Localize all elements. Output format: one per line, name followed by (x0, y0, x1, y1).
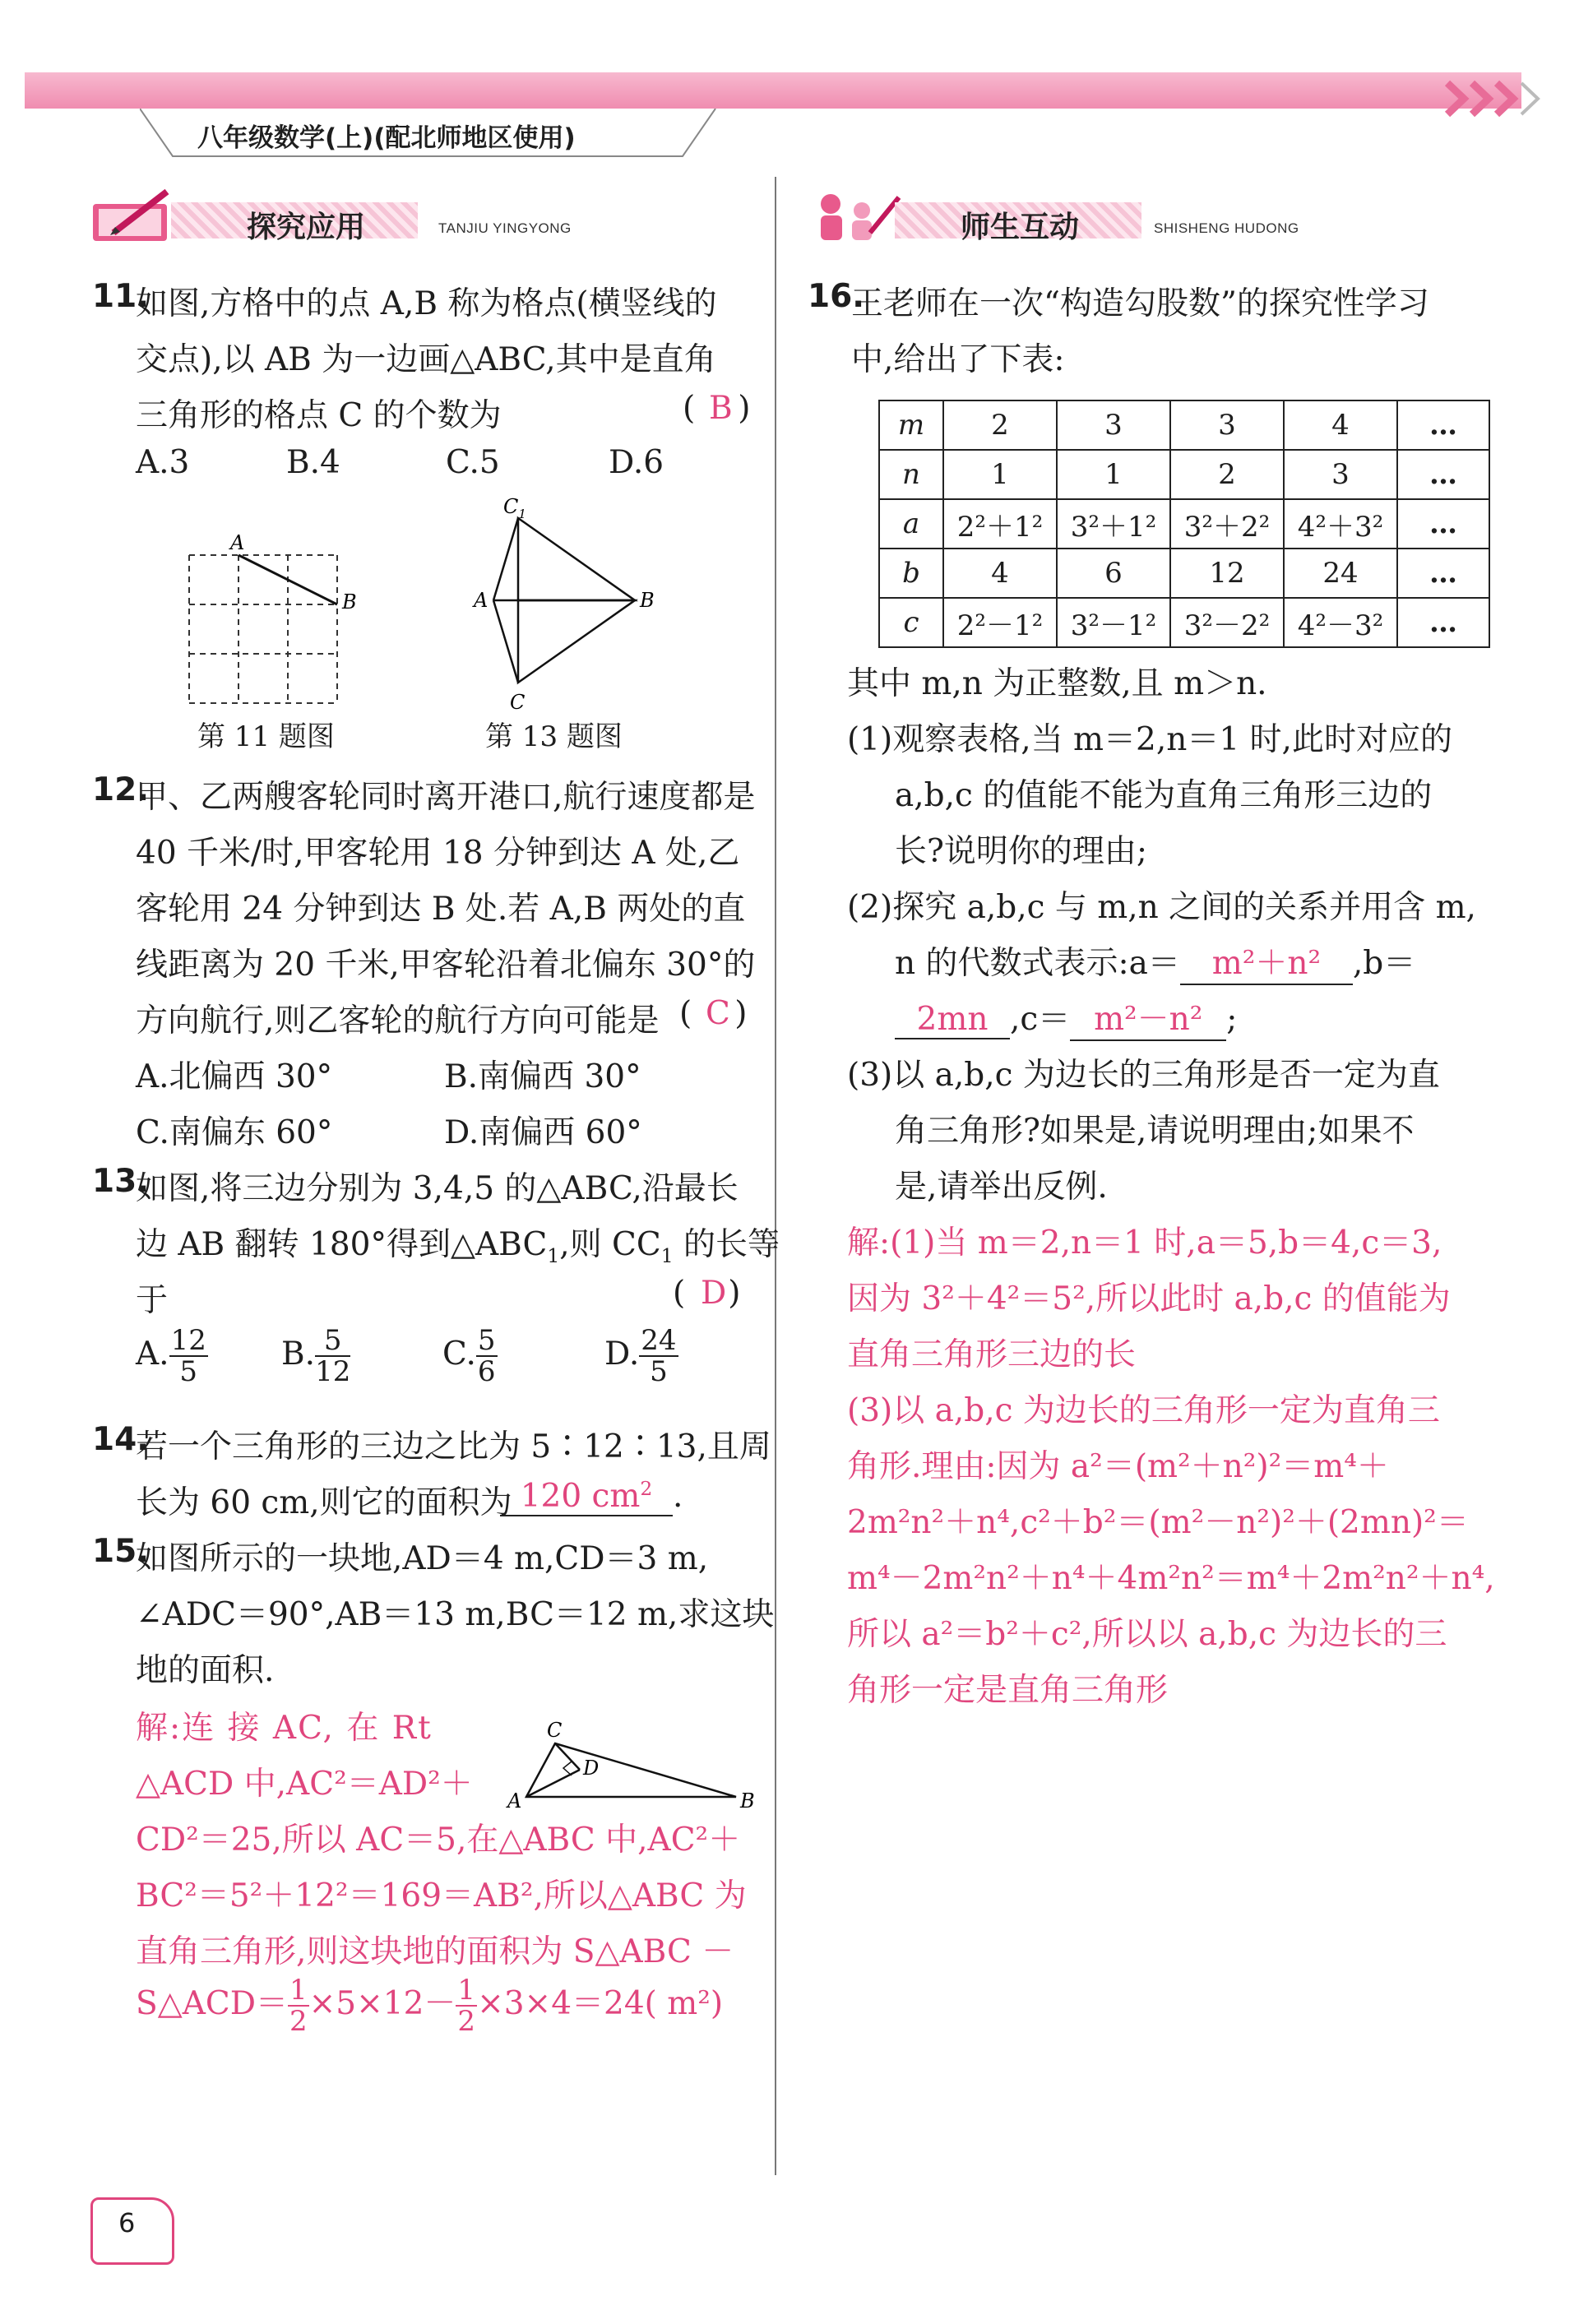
solution-line: 解:(1)当 m＝2,n＝1 时,a＝5,b＝4,c＝3, (847, 1224, 1442, 1262)
table-cell: 4 (943, 549, 1057, 598)
table-cell: 3²＋1² (1057, 499, 1170, 549)
point-label-c1: $C_1$ (503, 495, 526, 521)
question-number: 11. (92, 278, 150, 315)
figure-13-caption: 第 13 题图 (485, 720, 623, 753)
section-header-left (89, 187, 615, 245)
question-number: 16. (808, 278, 865, 315)
answer: C (706, 995, 730, 1032)
answer-bracket: ( ) (673, 1275, 741, 1312)
table-cell: … (1397, 400, 1489, 450)
part-2: 2mn ,c＝ m²－n² ; (895, 993, 1237, 1041)
answer-bracket: ( ) (679, 995, 748, 1032)
answer-bracket: ( ) (683, 390, 751, 427)
table-cell: 2 (943, 400, 1057, 450)
answer-blank-b: 2mn (895, 1001, 1010, 1039)
pencil-book-icon (89, 187, 179, 245)
table-cell: a (879, 499, 943, 549)
point-label-a: A (507, 1789, 522, 1812)
point-label-c: C (547, 1719, 563, 1742)
question-text: 于 (136, 1282, 169, 1319)
table-cell: 2 (1170, 450, 1284, 499)
question-text: 中,给出了下表: (851, 341, 1065, 378)
option: A.3 (136, 444, 190, 481)
part-3: 角三角形?如果是,请说明理由;如果不 (895, 1113, 1415, 1150)
table-row (879, 499, 1489, 549)
page-number: 6 (118, 2207, 136, 2238)
option-d: D. $\frac{24}{5}$ (604, 1324, 677, 1388)
table-cell: 3²－2² (1170, 598, 1284, 647)
point-label-c: C (510, 691, 526, 714)
solution-line: 解:连 接 AC, 在 Rt (136, 1710, 433, 1747)
teacher-student-icon (813, 187, 903, 245)
question-text: 王老师在一次“构造勾股数”的探究性学习 (851, 285, 1429, 322)
option: C.南偏东 60° (136, 1114, 333, 1151)
table-row (879, 598, 1489, 647)
option: A.北偏西 30° (136, 1058, 333, 1095)
question-text: ∠ADC＝90°,AB＝13 m,BC＝12 m,求这块 (136, 1596, 775, 1633)
table-row (879, 400, 1489, 450)
table-cell: 4 (1284, 400, 1397, 450)
table-cell: 12 (1170, 549, 1284, 598)
question-text: 如图,将三边分别为 3,4,5 的△ABC,沿最长 (136, 1170, 739, 1207)
question-text: 长为 60 cm,则它的面积为 (136, 1484, 512, 1521)
table-cell: 6 (1057, 549, 1170, 598)
mn-table (878, 400, 1490, 648)
answer-blank-c: m²－n² (1070, 993, 1226, 1041)
answer-blank: 120 $cm^2$ . (500, 1477, 683, 1516)
answer: D (701, 1275, 727, 1312)
table-cell: 24 (1284, 549, 1397, 598)
question-text: 地的面积. (136, 1652, 275, 1689)
solution-line: 所以 a²＝b²＋c²,所以以 a,b,c 为边长的三 (847, 1616, 1447, 1653)
column-divider (775, 177, 776, 2175)
part-1: a,b,c 的值能不能为直角三角形三边的 (895, 777, 1433, 814)
solution-line: m⁴－2m²n²＋n⁴＋4m²n²＝m⁴＋2m²n²＋n⁴, (847, 1560, 1495, 1597)
table-cell: 3²＋2² (1170, 499, 1284, 549)
table-cell: n (879, 450, 943, 499)
table-cell: m (879, 400, 943, 450)
option: D.6 (609, 444, 664, 481)
solution-line: 直角三角形三边的长 (847, 1336, 1137, 1373)
table-cell: 1 (943, 450, 1057, 499)
table-cell: b (879, 549, 943, 598)
part-3: 是,请举出反例. (895, 1169, 1108, 1206)
table-cell: 2²－1² (943, 598, 1057, 647)
point-label-b: B (740, 1789, 755, 1812)
solution-line: S△ACD＝ $\frac{1}{2}$ ×5×12－ $\frac{1}{2}$ ×3×4＝24( m²) (136, 1974, 724, 2038)
table-cell: 4²－3² (1284, 598, 1397, 647)
table-cell: 1 (1057, 450, 1170, 499)
table-cell: … (1397, 450, 1489, 499)
figure-13-kite (444, 493, 674, 715)
point-label-b: B (640, 589, 655, 612)
section-title-left: 探究应用 (247, 211, 366, 244)
question-text: 如图所示的一块地,AD＝4 m,CD＝3 m, (136, 1540, 709, 1577)
solution-line: △ACD 中,AC²＝AD²＋ (136, 1766, 473, 1803)
figure-11-caption: 第 11 题图 (197, 720, 335, 753)
part-1: (1)观察表格,当 m＝2,n＝1 时,此时对应的 (847, 721, 1452, 758)
table-cell: 3 (1057, 400, 1170, 450)
question-text: 甲、乙两艘客轮同时离开港口,航行速度都是 (136, 779, 756, 816)
option-c: C. $\frac{5}{6}$ (442, 1324, 496, 1388)
question-text: 如图,方格中的点 A,B 称为格点(横竖线的 (136, 285, 717, 322)
table-cell: 2²＋1² (943, 499, 1057, 549)
section-header-right (813, 187, 1339, 245)
solution-line: CD²＝25,所以 AC＝5,在△ABC 中,AC²＋ (136, 1822, 741, 1859)
table-row (879, 549, 1489, 598)
part-3: (3)以 a,b,c 为边长的三角形是否一定为直 (847, 1057, 1440, 1094)
section-subtitle-left: TANJIU YINGYONG (438, 220, 572, 236)
part-2: (2)探究 a,b,c 与 m,n 之间的关系并用含 m, (847, 889, 1476, 926)
part-1: 长?说明你的理由; (895, 833, 1148, 870)
point-label-a: A (474, 589, 489, 612)
table-cell: 3 (1284, 450, 1397, 499)
question-text: 三角形的格点 C 的个数为 (136, 397, 502, 434)
question-text: 若一个三角形的三边之比为 5∶12∶13,且周 (136, 1428, 771, 1465)
question-text: 40 千米/时,甲客轮用 18 分钟到达 A 处,乙 (136, 835, 740, 872)
answer: B (709, 390, 733, 427)
option-a: A. $\frac{12}{5}$ (136, 1324, 206, 1388)
question-text: 交点),以 AB 为一边画△ABC,其中是直角 (136, 341, 716, 378)
question-text: 方向航行,则乙客轮的航行方向可能是 (136, 1002, 660, 1039)
book-title: 八年级数学(上)(配北师地区使用) (197, 123, 576, 153)
figure-11-grid (164, 526, 378, 724)
point-label-a: A (230, 531, 245, 554)
table-cell: 4²＋3² (1284, 499, 1397, 549)
solution-line: 角形一定是直角三角形 (847, 1672, 1169, 1709)
option: B.南偏西 30° (444, 1058, 641, 1095)
section-title-right: 师生互动 (961, 211, 1080, 244)
option: C.5 (446, 444, 500, 481)
option-b: B. $\frac{5}{12}$ (281, 1324, 351, 1388)
solution-line: 因为 3²＋4²＝5²,所以此时 a,b,c 的值能为 (847, 1280, 1451, 1317)
question-text: 线距离为 20 千米,甲客轮沿着北偏东 30°的 (136, 947, 756, 984)
question-text: 其中 m,n 为正整数,且 m＞n. (847, 665, 1267, 702)
question-text: 边 AB 翻转 180°得到$\triangle ABC_1$,则 $CC_1$ 的长等 (136, 1226, 780, 1267)
header-band (25, 72, 1521, 109)
solution-line: (3)以 a,b,c 为边长的三角形一定为直角三 (847, 1392, 1440, 1429)
table-cell: … (1397, 499, 1489, 549)
solution-line: BC²＝5²＋12²＝169＝AB²,所以△ABC 为 (136, 1877, 747, 1914)
section-subtitle-right: SHISHENG HUDONG (1154, 220, 1299, 236)
question-number: 15. (92, 1533, 150, 1570)
question-number: 14. (92, 1421, 150, 1458)
part-2: n 的代数式表示:a＝ m²＋n² ,b＝ (895, 937, 1415, 985)
header-arrows-icon (1443, 79, 1550, 118)
table-cell: … (1397, 549, 1489, 598)
answer-blank-a: m²＋n² (1180, 937, 1353, 985)
table-cell: 3 (1170, 400, 1284, 450)
table-row (879, 450, 1489, 499)
table-cell: c (879, 598, 943, 647)
question-text: 客轮用 24 分钟到达 B 处.若 A,B 两处的直 (136, 891, 746, 928)
option: B.4 (286, 444, 340, 481)
table-cell: … (1397, 598, 1489, 647)
question-number: 13. (92, 1163, 150, 1200)
option: D.南偏西 60° (444, 1114, 642, 1151)
solution-line: 2m²n²＋n⁴,c²＋b²＝(m²－n²)²＋(2mn)²＝ (847, 1504, 1469, 1541)
table-cell: 3²－1² (1057, 598, 1170, 647)
question-number: 12. (92, 771, 150, 808)
solution-line: 角形.理由:因为 a²＝(m²＋n²)²＝m⁴＋ (847, 1448, 1389, 1485)
point-label-d: D (583, 1757, 600, 1780)
point-label-b: B (342, 590, 357, 613)
solution-line: 直角三角形,则这块地的面积为 S△ABC － (136, 1933, 734, 1970)
